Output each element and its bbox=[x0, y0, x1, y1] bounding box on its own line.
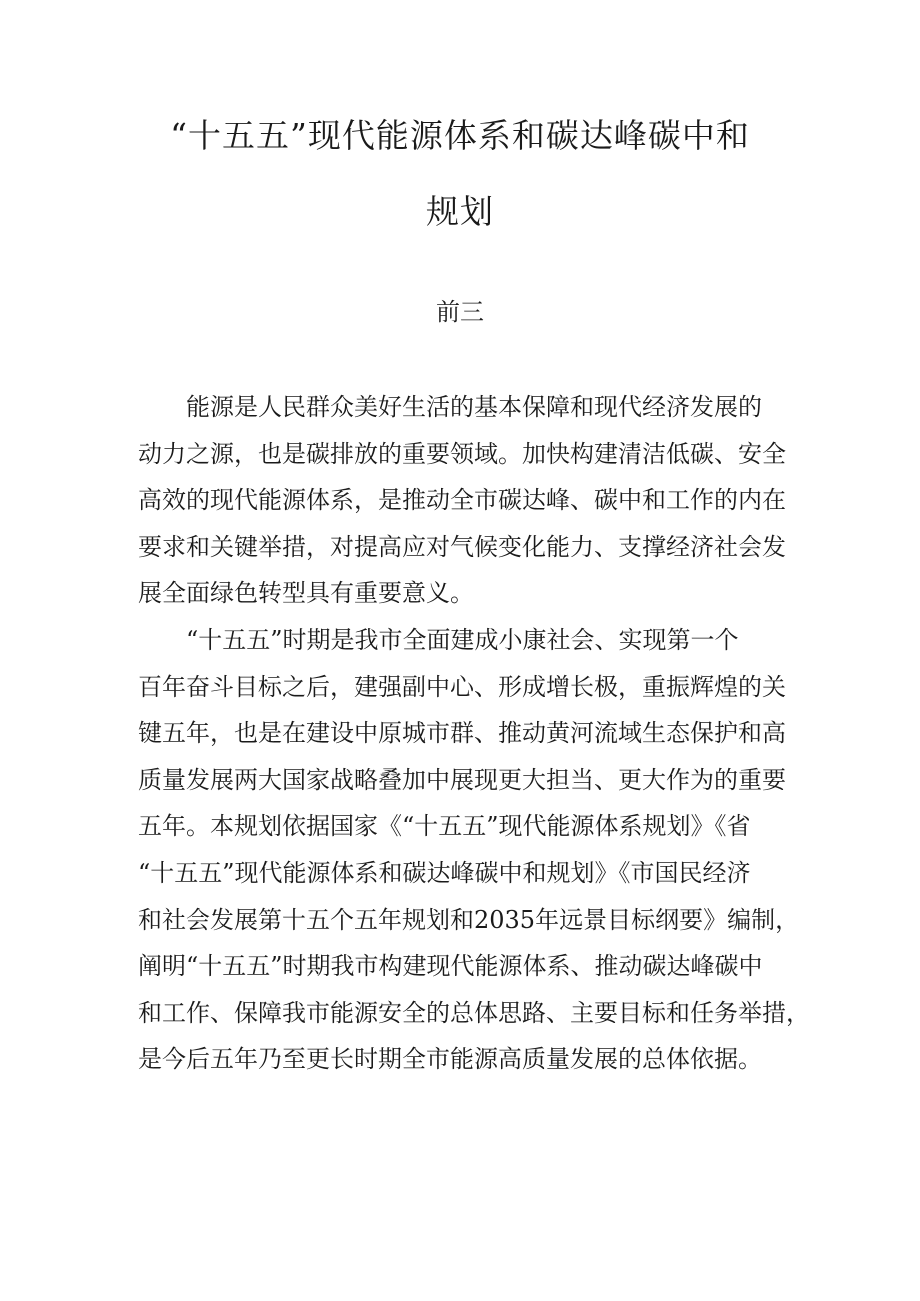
document-title-line-2: 规划 bbox=[426, 192, 494, 231]
paragraph-2 bbox=[138, 617, 810, 1083]
paragraph-line: 能源是人民群众美好生活的基本保障和现代经济发展的 bbox=[186, 393, 762, 421]
document-title bbox=[120, 98, 800, 250]
paragraph-line: 百年奋斗目标之后，建强副中心、形成增长极，重振辉煌的关 bbox=[138, 672, 786, 701]
document-title-line-1: “十五五”现代能源体系和碳达峰碳中和 bbox=[170, 116, 750, 155]
document-body bbox=[138, 384, 810, 1083]
paragraph-line: 五年。本规划依据国家《“十五五”现代能源体系规划》《省 bbox=[138, 812, 751, 841]
paragraph-line: 和工作、保障我市能源安全的总体思路、主要目标和任务举措， bbox=[138, 998, 810, 1027]
paragraph-1 bbox=[138, 384, 798, 617]
paragraph-line: 动力之源，也是碳排放的重要领域。加快构建清洁低碳、安全 bbox=[138, 439, 786, 468]
paragraph-line: “十五五”现代能源体系和碳达峰碳中和规划》《市国民经济 bbox=[138, 858, 751, 887]
paragraph-line: 质量发展两大国家战略叠加中展现更大担当、更大作为的重要 bbox=[138, 765, 786, 794]
section-heading: 前三 bbox=[436, 298, 484, 326]
paragraph-line: 阐明“十五五”时期我市构建现代能源体系、推动碳达峰碳中 bbox=[138, 952, 763, 981]
paragraph-line: 高效的现代能源体系，是推动全市碳达峰、碳中和工作的内在 bbox=[138, 486, 786, 515]
paragraph-line: 是今后五年乃至更长时期全市能源高质量发展的总体依据。 bbox=[138, 1045, 762, 1074]
paragraph-line: 展全面绿色转型具有重要意义。 bbox=[138, 579, 474, 608]
paragraph-line: 和社会发展第十五个五年规划和2035年远景目标纲要》编制， bbox=[138, 905, 800, 934]
paragraph-line: 要求和关键举措，对提高应对气候变化能力、支撑经济社会发 bbox=[138, 532, 786, 561]
paragraph-line: 键五年，也是在建设中原城市群、推动黄河流域生态保护和高 bbox=[138, 719, 786, 748]
paragraph-line: “十五五”时期是我市全面建成小康社会、实现第一个 bbox=[186, 625, 739, 654]
